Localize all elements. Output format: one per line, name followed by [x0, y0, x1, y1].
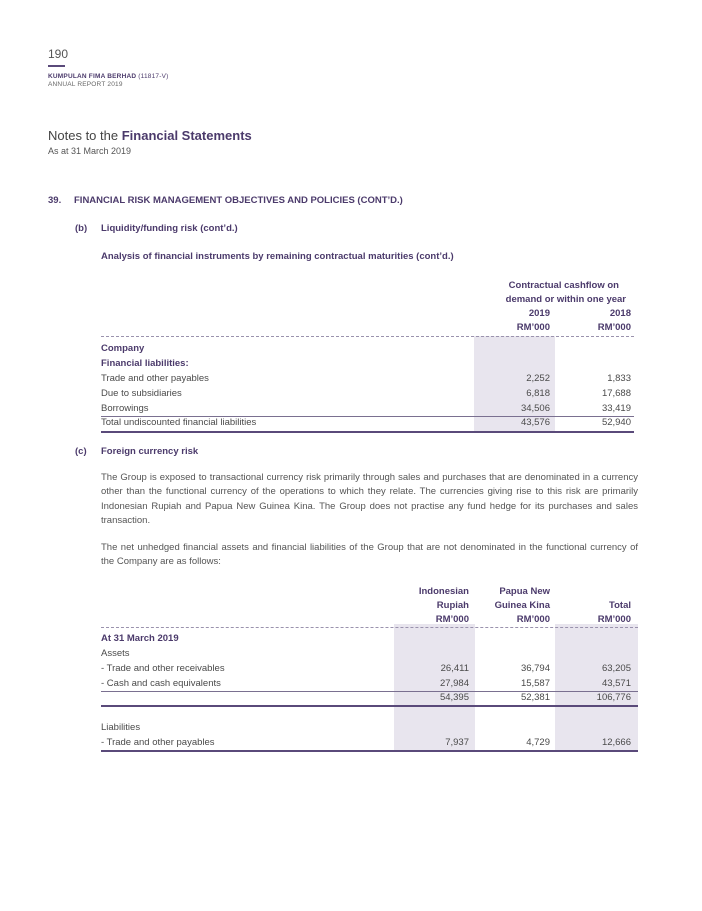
total-cell-2019: 43,576 [520, 417, 550, 428]
liquidity-table [101, 278, 638, 434]
assets-label: Assets [101, 648, 130, 659]
table-cell-total: 12,666 [601, 737, 631, 748]
table-cell-png: 15,587 [520, 678, 550, 689]
table-cell-2018: 33,419 [601, 403, 631, 414]
table-cell-indonesian: 26,411 [440, 663, 469, 674]
section-b-number: (b) [75, 223, 88, 234]
total-bottom-rule [101, 431, 634, 433]
notes-title-bold: Financial Statements [121, 128, 252, 143]
table-cell-2018: 17,688 [601, 388, 631, 399]
col-year-2019: 2019 [528, 308, 550, 319]
col1-header-unit: RM’000 [435, 614, 469, 625]
company-name [48, 73, 169, 80]
page-number: 190 [48, 47, 69, 61]
col-unit-2019: RM’000 [516, 322, 550, 333]
total-row-label: Total undiscounted financial liabilities [101, 417, 257, 428]
col2-header-line1: Papua New [499, 586, 550, 597]
table-cell-indonesian: 27,984 [439, 678, 469, 689]
entity-label: Company [101, 343, 145, 354]
table-cell-indonesian: 7,937 [445, 737, 469, 748]
header-dashed-rule [101, 336, 634, 337]
col-year-2018: 2018 [609, 308, 631, 319]
page-number-rule [48, 65, 65, 67]
section-39-number: 39. [48, 195, 62, 206]
subtotal-cell-indonesian: 54,395 [439, 692, 469, 703]
table-cell-total: 43,571 [601, 678, 631, 689]
table-row-label: Borrowings [101, 403, 149, 414]
section-b-title: Liquidity/funding risk (cont’d.) [101, 223, 238, 234]
col3-header-unit: RM’000 [597, 614, 631, 625]
table-row-label: Trade and other payables [101, 373, 209, 384]
as-at-date: As at 31 March 2019 [48, 146, 132, 156]
company-reg: (11817-V) [138, 73, 169, 80]
col2-header-unit: RM’000 [516, 614, 550, 625]
subtotal-bottom-rule [101, 705, 638, 707]
header-dashed-rule [101, 627, 638, 628]
paragraph-currency-risk: The Group is exposed to transactional currency risk primarily through sales and purchases that are denominated in a currency other than the functional currency of the operations to which they relate. The currencies giving rise to this risk are primarily Indonesian Rupiah and Papua New Guinea Kina. The Group does not practise any fund hedge for its purchases and sales transaction. [101, 472, 638, 526]
paragraph-unhedged: The net unhedged financial assets and financial liabilities of the Group that are not denominated in the functional currency of the Company are as follows: [101, 542, 638, 568]
total-cell-2018: 52,940 [601, 417, 631, 428]
section-b-heading [75, 223, 238, 234]
subtotal-cell-total: 106,776 [596, 692, 631, 703]
section-39-title: FINANCIAL RISK MANAGEMENT OBJECTIVES AND POLICIES (CONT’D.) [74, 195, 403, 206]
table-row-label: Due to subsidiaries [101, 388, 182, 399]
section-c-heading [75, 446, 198, 457]
group-header-line1: Contractual cashflow on [508, 280, 619, 291]
table-cell-png: 36,794 [520, 663, 550, 674]
table-cell-2019: 2,252 [526, 373, 550, 384]
notes-title-prefix: Notes to the [48, 128, 122, 143]
table-row-label: - Trade and other receivables [101, 663, 225, 674]
col3-header-line1: Total [609, 600, 631, 611]
col-unit-2018: RM’000 [597, 322, 631, 333]
col2-header-line2: Guinea Kina [494, 600, 550, 611]
liabilities-bottom-rule [101, 750, 638, 752]
report-name: ANNUAL REPORT 2019 [48, 81, 123, 88]
section-c-number: (c) [75, 446, 87, 457]
table-cell-png: 4,729 [526, 737, 550, 748]
table-row-label: - Cash and cash equivalents [101, 678, 221, 689]
notes-title [48, 128, 252, 143]
table-row-label: - Trade and other payables [101, 737, 215, 748]
group-header-line2: demand or within one year [505, 294, 626, 305]
company-name-text: KUMPULAN FIMA BERHAD [48, 73, 137, 80]
table-cell-total: 63,205 [601, 663, 631, 674]
table-cell-2019: 6,818 [526, 388, 550, 399]
section-39-heading [48, 195, 403, 206]
liabilities-label: Liabilities [101, 722, 141, 733]
section-c-title: Foreign currency risk [101, 446, 199, 457]
analysis-heading: Analysis of financial instruments by remaining contractual maturities (cont’d.) [101, 251, 454, 262]
currency-table [101, 584, 638, 754]
table-cell-2019: 34,506 [520, 403, 550, 414]
col1-header-line1: Indonesian [418, 586, 469, 597]
table-cell-2018: 1,833 [607, 373, 631, 384]
period-label: At 31 March 2019 [101, 633, 179, 644]
subheading-label: Financial liabilities: [101, 358, 189, 369]
col1-header-line2: Rupiah [436, 600, 469, 611]
subtotal-cell-png: 52,381 [520, 692, 550, 703]
